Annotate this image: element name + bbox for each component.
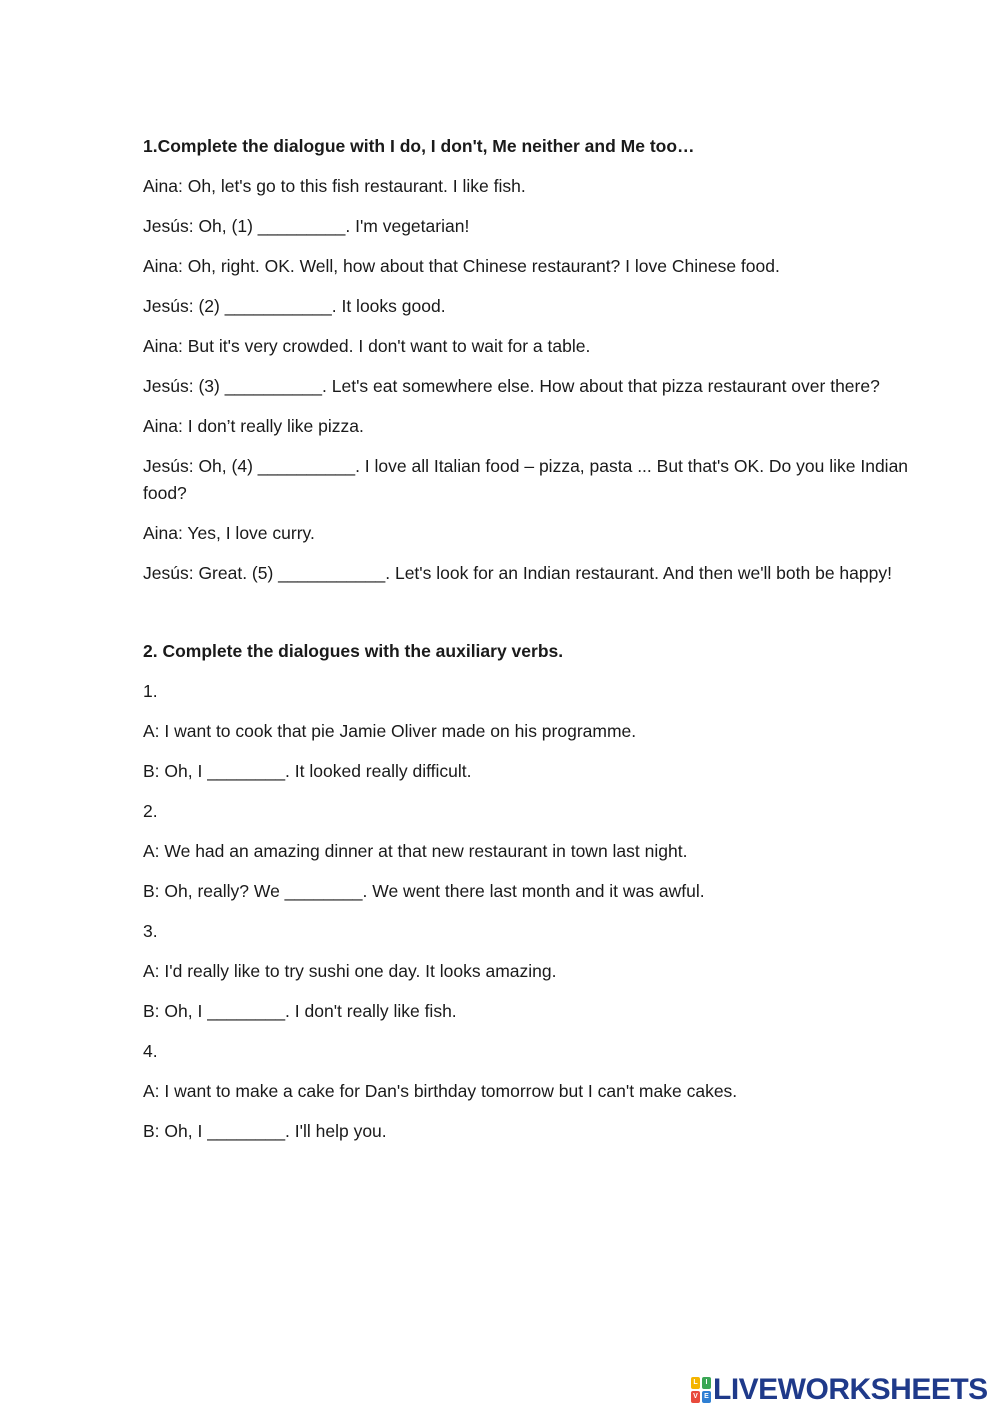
exercise-number-3: 3. [143,921,158,941]
dialogue-line-4: Jesús: (2) ___________. It looks good. [143,296,446,316]
dialogue-line-10: Jesús: Great. (5) ___________. Let's look for an Indian restaurant. And then we'll both be happy! [143,562,892,583]
exercise-number-1: 1. [143,681,158,701]
exercise-number-2: 2. [143,801,158,821]
dialogue-line-8: Jesús: Oh, (4) __________. I love all Italian food – pizza, pasta ... But that's OK. Do you like Indian food? [143,456,909,503]
dialogue-line-6: Jesús: (3) __________. Let's eat somewhere else. How about that pizza restaurant over there? [143,376,880,396]
logo-text: LIVEWORKSHEETS [713,1373,988,1406]
section-2-heading: 2. Complete the dialogues with the auxiliary verbs. [143,641,564,661]
logo-blocks-icon [691,1377,711,1403]
exercise-2-line-a: A: We had an amazing dinner at that new restaurant in town last night. [143,841,688,861]
logo-block-i: I [702,1377,711,1389]
dialogue-line-7: Aina: I don’t really like pizza. [143,416,364,436]
exercise-number-4: 4. [143,1041,158,1061]
dialogue-line-1: Aina: Oh, let's go to this fish restaurant. I like fish. [143,176,526,196]
exercise-1-line-a: A: I want to cook that pie Jamie Oliver made on his programme. [143,721,637,741]
logo-block-e: E [702,1391,711,1403]
dialogue-line-3: Aina: Oh, right. OK. Well, how about that Chinese restaurant? I love Chinese food. [143,256,780,276]
liveworksheets-logo[interactable] [691,1373,988,1407]
dialogue-line-2: Jesús: Oh, (1) _________. I'm vegetarian! [143,216,470,236]
worksheet-content [143,133,933,1158]
logo-block-l: L [691,1377,700,1389]
exercise-3-line-b: B: Oh, I ________. I don't really like fish. [143,1001,457,1021]
exercise-2-line-b: B: Oh, really? We ________. We went there last month and it was awful. [143,881,705,901]
exercise-1-line-b: B: Oh, I ________. It looked really difficult. [143,761,472,781]
exercise-4-line-b: B: Oh, I ________. I'll help you. [143,1121,387,1141]
exercise-3-line-a: A: I'd really like to try sushi one day. It looks amazing. [143,961,557,981]
exercise-4-line-a: A: I want to make a cake for Dan's birthday tomorrow but I can't make cakes. [143,1081,738,1101]
logo-block-v: V [691,1391,700,1403]
dialogue-line-5: Aina: But it's very crowded. I don't want to wait for a table. [143,336,591,356]
dialogue-line-9: Aina: Yes, I love curry. [143,522,315,543]
section-1-heading: 1.Complete the dialogue with I do, I don't, Me neither and Me too… [143,136,695,156]
